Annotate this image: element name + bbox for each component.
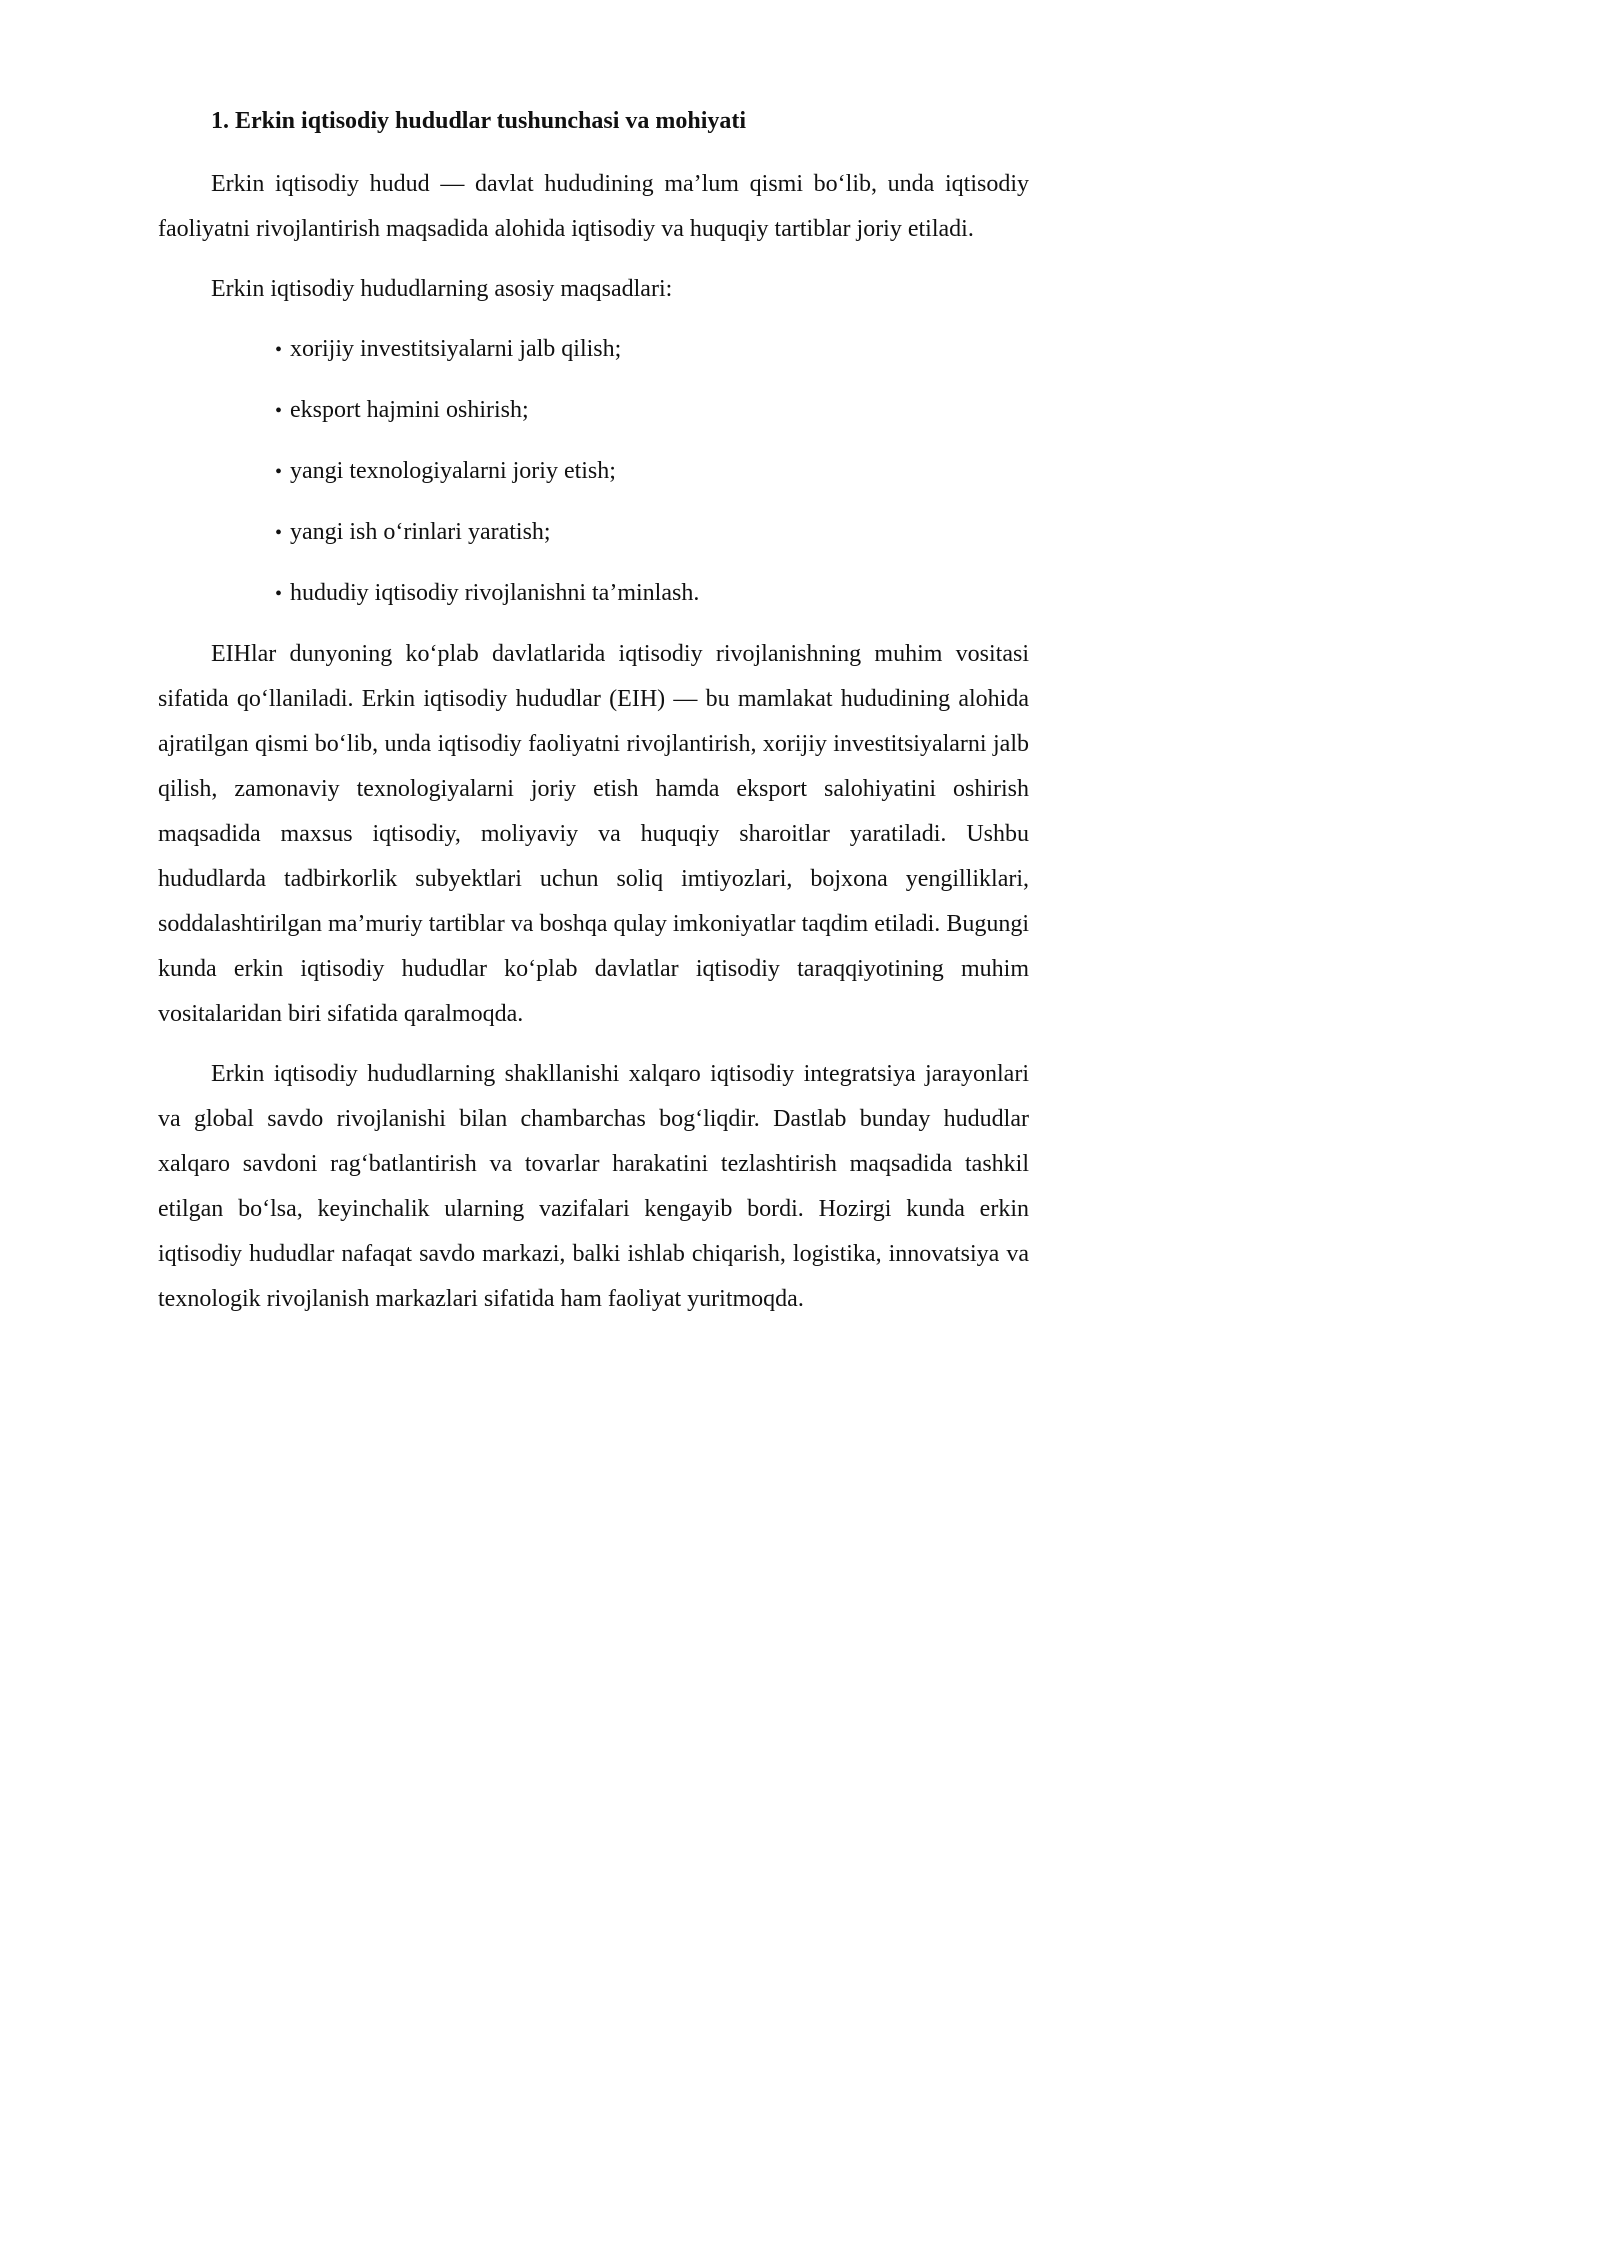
bullet-icon: • — [275, 522, 283, 544]
bullet-icon: • — [275, 339, 283, 361]
bullet-icon: • — [275, 461, 283, 483]
section-heading: 1. Erkin iqtisodiy hududlar tushunchasi va mohiyati — [211, 108, 747, 134]
list-item — [275, 388, 1029, 434]
list-item — [275, 510, 1029, 556]
goals-intro: Erkin iqtisodiy hududlarning asosiy maqsadlari: — [211, 276, 673, 302]
list-item — [275, 327, 1029, 373]
bullet-icon: • — [275, 400, 283, 422]
list-item-text: yangi texnologiyalarni joriy etish; — [290, 458, 616, 484]
goals-list — [158, 327, 1029, 617]
document-page — [158, 103, 1029, 1337]
list-item — [275, 571, 1029, 617]
definition-paragraph: Erkin iqtisodiy hudud — davlat hududining ma’lum qismi bo‘lib, unda iqtisodiy faoliyatni rivojlantirish maqsadida alohida iqtisodiy va huquqiy tartiblar joriy etiladi. — [158, 171, 1029, 242]
body-paragraph-2: EIHlar dunyoning ko‘plab davlatlarida iqtisodiy rivojlanishning muhim vositasi sifatida qo‘llaniladi. Erkin iqtisodiy hududlar (EIH) — bu mamlakat hududining alohida ajratilgan qismi bo‘lib, unda iqtisodiy faoliyatni rivojlantirish, xorijiy investitsiyalarni jalb qilish, zamonaviy texnologiyalarni joriy etish hamda eksport salohiyatini oshirish maqsadida maxsus iqtisodiy, moliyaviy va huquqiy sharoitlar yaratiladi. Ushbu hududlarda tadbirkorlik subyektlari uchun soliq imtiyozlari, bojxona yengilliklari, soddalashtirilgan ma’muriy tartiblar va boshqa qulay imkoniyatlar taqdim etiladi. Bugungi kunda erkin iqtisodiy hududlar ko‘plab davlatlar iqtisodiy taraqqiyotining muhim vositalaridan biri sifatida qaralmoqda. — [158, 641, 1029, 1027]
list-item-text: hududiy iqtisodiy rivojlanishni ta’minlash. — [290, 580, 700, 606]
list-item-text: yangi ish o‘rinlari yaratish; — [290, 519, 551, 545]
list-item — [275, 449, 1029, 495]
body-paragraph-3: Erkin iqtisodiy hududlarning shakllanishi xalqaro iqtisodiy integratsiya jarayonlari va global savdo rivojlanishi bilan chambarchas bog‘liqdir. Dastlab bunday hududlar xalqaro savdoni rag‘batlantirish va tovarlar harakatini tezlashtirish maqsadida tashkil etilgan bo‘lsa, keyinchalik ularning vazifalari kengayib bordi. Hozirgi kunda erkin iqtisodiy hududlar nafaqat savdo markazi, balki ishlab chiqarish, logistika, innovatsiya va texnologik rivojlanish markazlari sifatida ham faoliyat yuritmoqda. — [158, 1061, 1029, 1312]
list-item-text: eksport hajmini oshirish; — [290, 397, 529, 423]
list-item-text: xorijiy investitsiyalarni jalb qilish; — [290, 336, 622, 362]
bullet-icon: • — [275, 583, 283, 605]
